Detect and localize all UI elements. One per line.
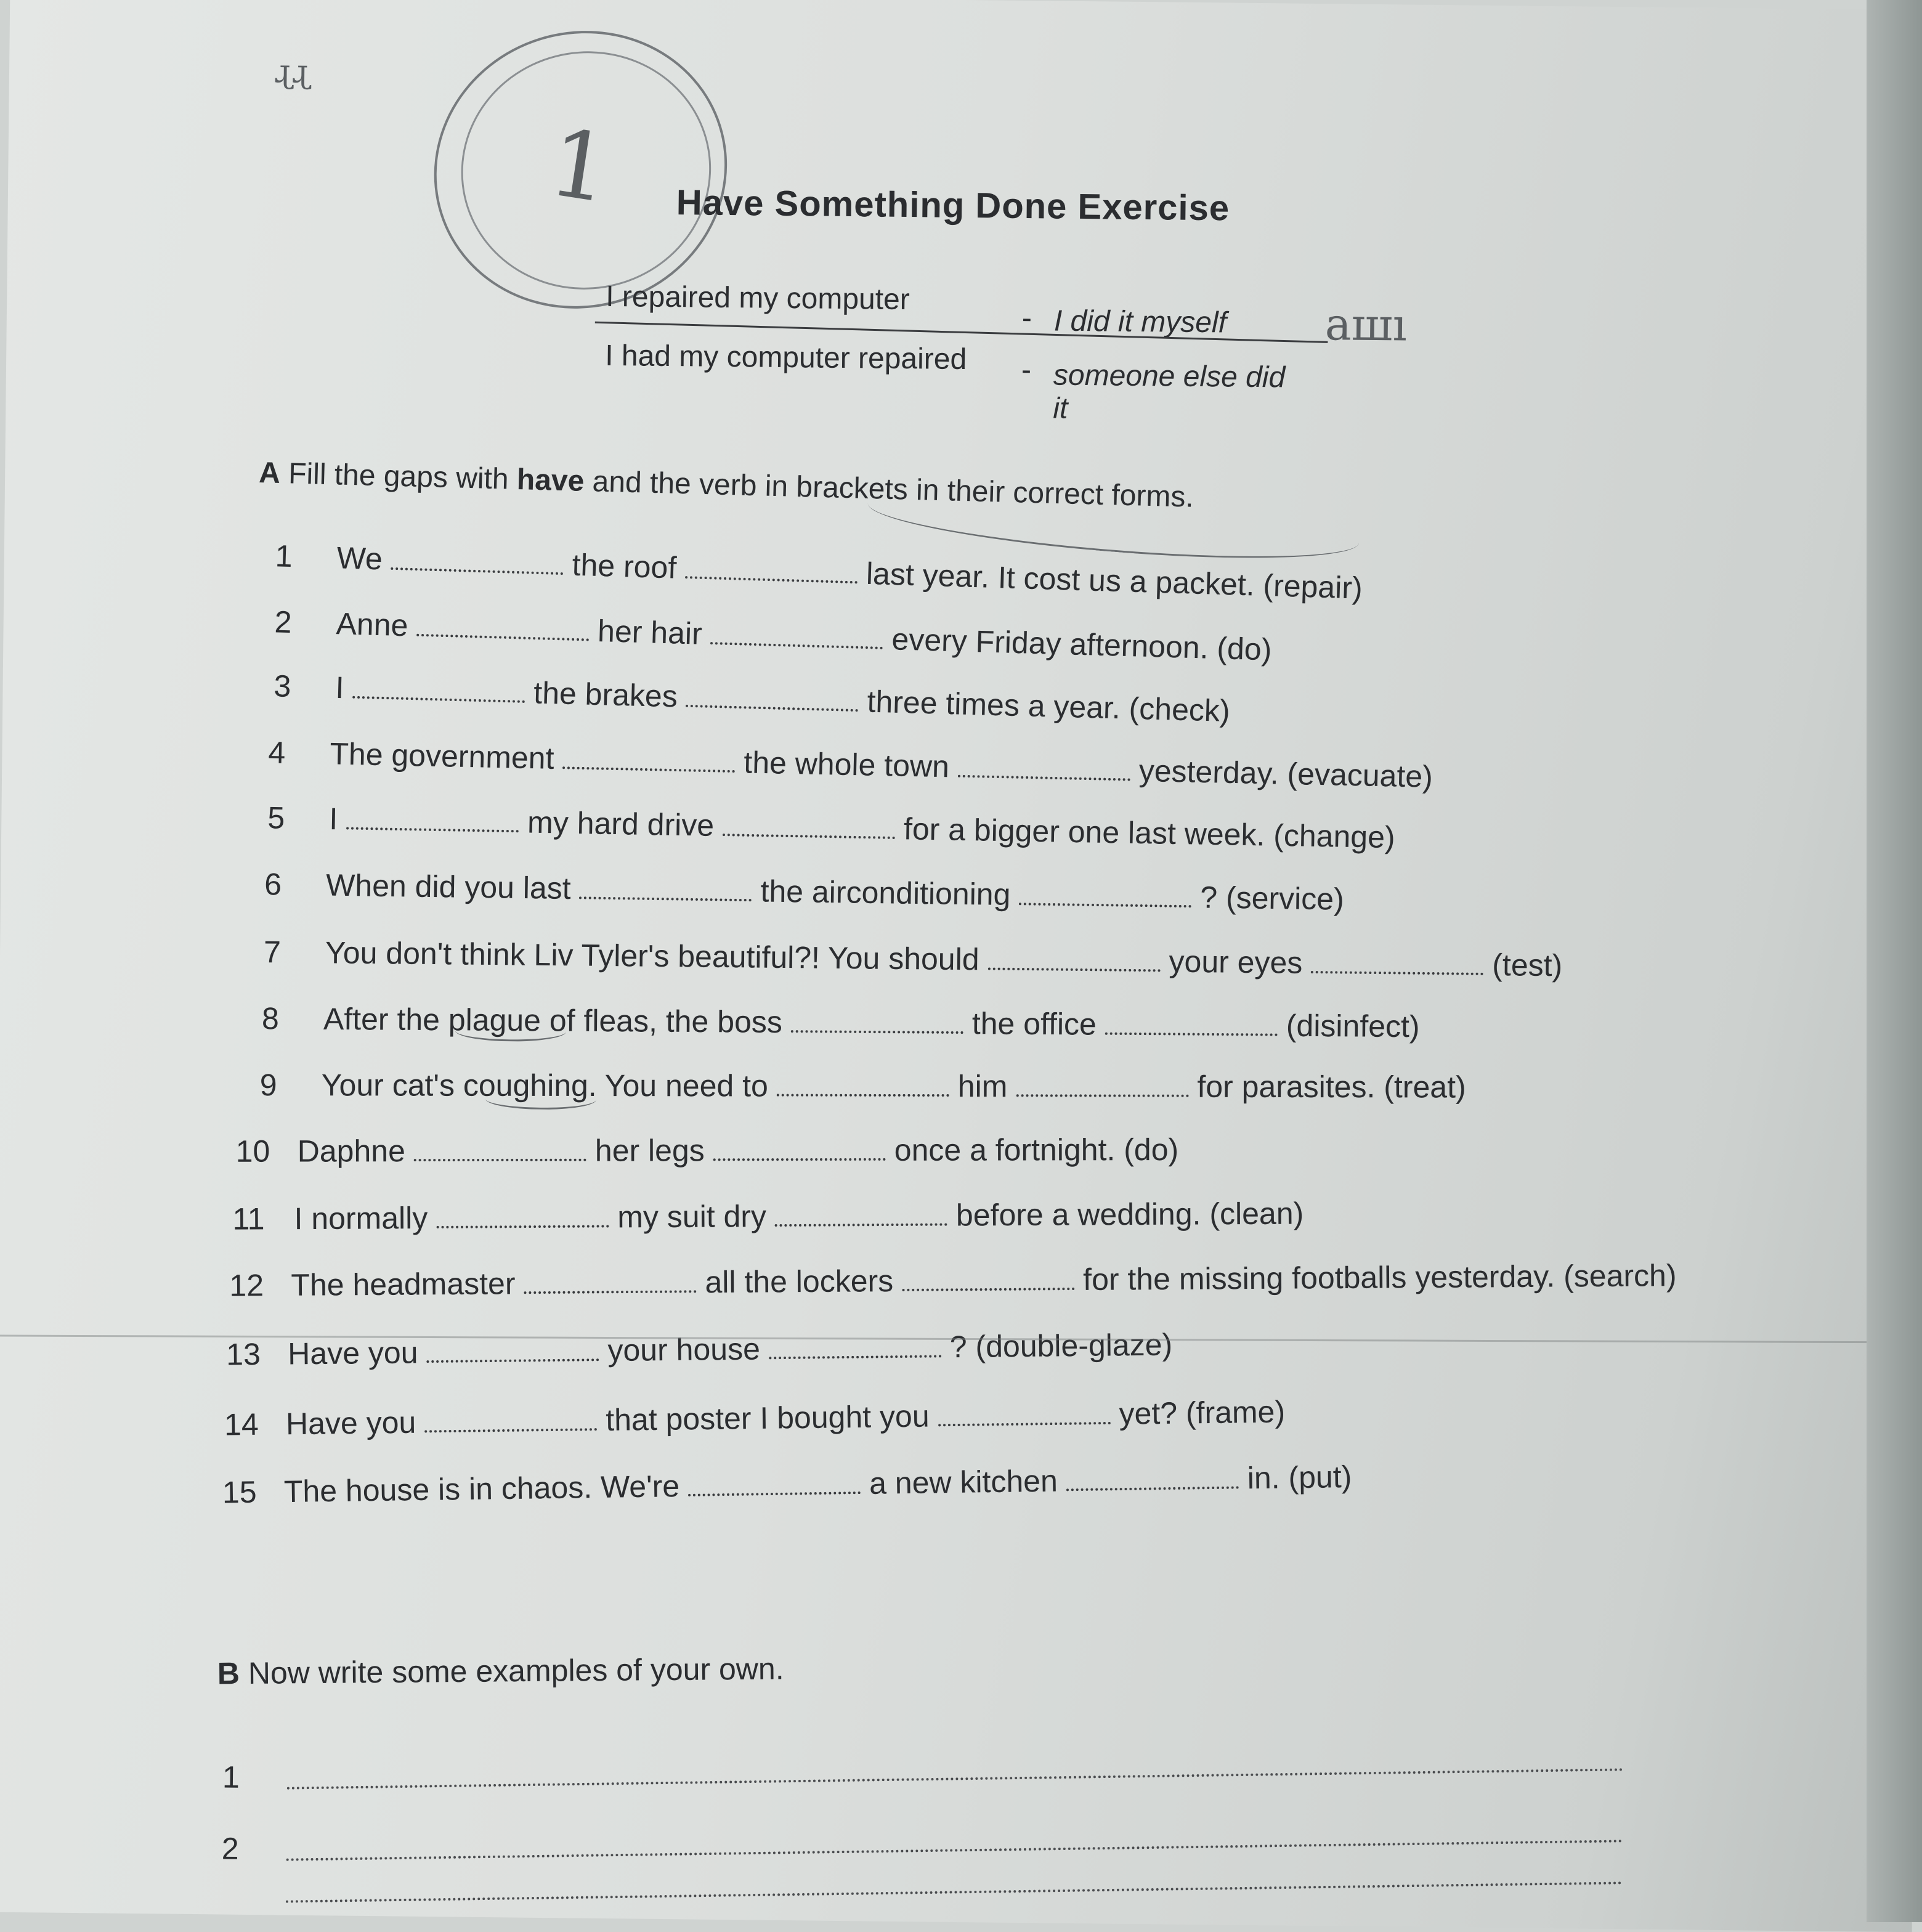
item-number: 2 [274,604,293,640]
item-text-middle: a new kitchen [869,1463,1058,1501]
gap-verb[interactable] [938,1422,1111,1426]
gap-have[interactable] [424,1428,597,1432]
item-text-start: We [336,540,383,577]
item-number: 12 [229,1268,264,1303]
gap-verb[interactable] [710,642,883,649]
gap-have[interactable] [391,567,563,575]
section-a-text-before: Fill the gaps with [288,457,509,496]
gap-have[interactable] [524,1290,697,1294]
exercise-item-13 [226,1326,1172,1372]
gap-verb[interactable] [1066,1486,1239,1491]
item-text-middle: the whole town [743,745,950,784]
gap-verb[interactable] [775,1224,947,1227]
item-text-start: You don't think Liv Tyler's beautiful?! You should [325,935,979,977]
item-text-end: once a fortnight. (do) [894,1132,1179,1167]
gap-have[interactable] [987,967,1160,972]
circled-number: 1 [542,109,617,224]
item-text-middle: her legs [594,1133,705,1168]
item-text-start: The headmaster [291,1266,516,1302]
item-number: 14 [224,1406,259,1442]
item-text-start: Have you [287,1335,418,1371]
exercise-item-11 [232,1196,1304,1237]
section-b-text: Now write some examples of your own. [248,1651,784,1690]
item-number: 11 [232,1201,265,1236]
gap-have[interactable] [352,696,525,703]
item-text-middle: the office [971,1006,1097,1042]
gap-verb[interactable] [685,576,858,583]
item-text-end: in. (put) [1247,1459,1352,1496]
item-text-start: When did you last [325,867,572,906]
gap-verb[interactable] [713,1158,886,1161]
item-number: 8 [261,1001,279,1036]
exercise-item-2 [274,604,1272,667]
exercise-item-12 [229,1257,1677,1303]
item-text-start: Anne [335,606,409,643]
item-text-middle: your house [607,1331,761,1368]
item-number: 4 [267,735,286,770]
item-text-start: After the plague of fleas, the boss [323,1001,783,1040]
worksheet-title: Have Something Done Exercise [676,182,1230,229]
example-1-sentence: I repaired my computer [605,280,910,317]
item-text-start: Daphne [297,1134,405,1169]
exercise-item-7 [264,934,1563,983]
item-number: 5 [267,800,285,835]
section-b-letter: B [217,1656,240,1691]
item-text-middle: him [957,1069,1008,1104]
exercise-item-4 [268,734,1433,795]
section-a-bold-word: have [516,463,585,498]
item-number: 10 [235,1134,270,1169]
item-text-end: every Friday afternoon. (do) [891,622,1273,667]
item-text-middle: that poster I bought you [605,1398,930,1437]
answer-line-number-1: 1 [222,1760,240,1795]
gap-have[interactable] [562,766,735,773]
item-number: 6 [264,867,282,902]
gap-have[interactable] [436,1225,609,1228]
item-text-end: (disinfect) [1286,1008,1420,1044]
gap-verb[interactable] [723,834,895,839]
item-text-middle: all the lockers [705,1264,894,1300]
example-1-meaning: I did it myself [1053,304,1227,339]
item-text-end: for the missing footballs yesterday. (search) [1082,1258,1677,1297]
gap-have[interactable] [346,827,519,832]
item-text-end: for a bigger one last week. (change) [903,811,1396,855]
corner-mark: ɻɻ [274,53,310,91]
exercise-item-9 [260,1067,1466,1105]
item-text-middle: the brakes [533,675,678,714]
exercise-item-5 [267,800,1395,855]
item-number: 15 [222,1474,257,1510]
exercise-item-3 [274,668,1231,729]
item-text-middle: my suit dry [617,1199,767,1235]
item-text-end: before a wedding. (clean) [955,1196,1304,1233]
answer-line-1[interactable] [287,1768,1624,1789]
exercise-item-10 [236,1132,1179,1169]
item-text-middle: the airconditioning [760,874,1011,912]
answer-line-2[interactable] [286,1840,1623,1861]
item-number: 3 [273,668,292,704]
item-text-end: ? (double-glaze) [949,1327,1173,1365]
item-number: 7 [263,935,282,970]
gap-have[interactable] [688,1492,861,1496]
answer-line-number-2: 2 [221,1831,239,1866]
gap-verb[interactable] [1019,903,1191,907]
item-text-middle: the roof [571,547,678,585]
section-a-text-after: and the verb in brackets in their correct forms. [591,465,1194,514]
gap-have[interactable] [777,1094,949,1097]
item-text-start: I [335,670,345,705]
item-text-start: The house is in chaos. We're [283,1469,680,1509]
item-text-end: three times a year. (check) [866,684,1231,728]
gap-have[interactable] [416,634,589,641]
example-2-meaning-line1: someone else did [1053,359,1286,394]
section-b-instruction [217,1650,784,1691]
gap-have[interactable] [791,1030,963,1034]
example-2-dash: - [1021,353,1032,387]
gap-have[interactable] [427,1358,599,1363]
item-text-end: last year. It cost us a packet. (repair) [866,556,1363,606]
exercise-item-15 [222,1459,1352,1511]
answer-line-3[interactable] [286,1881,1623,1902]
item-text-end: ? (service) [1199,880,1345,917]
item-text-middle: her hair [597,613,703,651]
item-text-middle: my hard drive [527,805,715,843]
gap-verb[interactable] [1311,971,1483,975]
page-edge [1867,0,1922,1922]
gap-verb[interactable] [1105,1033,1278,1036]
section-a-letter: A [258,457,281,490]
item-text-end: for parasites. (treat) [1197,1069,1466,1105]
item-text-end: yet? (frame) [1119,1394,1286,1431]
item-text-start: I normally [294,1200,428,1236]
gap-verb[interactable] [958,775,1130,781]
item-text-middle: your eyes [1169,944,1303,980]
margin-note: ашı [1324,298,1408,351]
exercise-item-8 [262,1000,1420,1044]
item-text-start: Have you [285,1405,416,1442]
item-number: 1 [274,538,293,574]
item-text-start: I [328,801,338,837]
item-text-start: The government [329,736,555,776]
item-number: 13 [225,1336,261,1372]
exercise-item-14 [224,1394,1286,1442]
item-number: 9 [259,1068,277,1103]
item-text-start: Your cat's coughing. You need to [321,1068,768,1103]
gap-verb[interactable] [769,1355,941,1359]
gap-verb[interactable] [1016,1094,1188,1097]
example-2-sentence: I had my computer repaired [604,339,967,376]
example-2-meaning-line2: it [1053,392,1068,425]
example-1-dash: - [1021,301,1032,335]
gap-have[interactable] [579,896,752,901]
gap-have[interactable] [414,1159,586,1161]
item-text-end: (test) [1492,948,1563,983]
gap-verb[interactable] [686,705,858,712]
item-text-end: yesterday. (evacuate) [1138,753,1433,794]
gap-verb[interactable] [902,1288,1074,1291]
exercise-item-6 [264,866,1344,917]
